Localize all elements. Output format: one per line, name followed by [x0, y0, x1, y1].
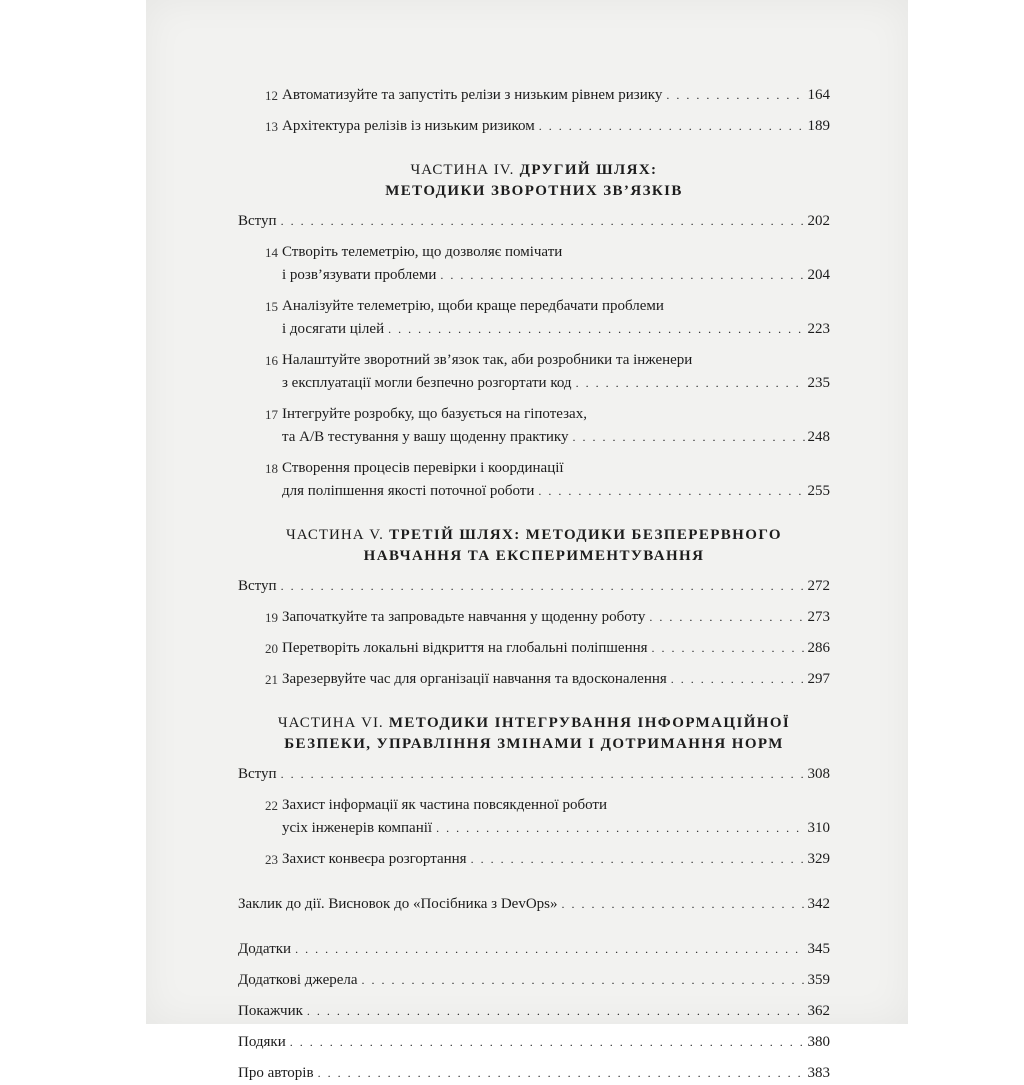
page-number: 223: [807, 321, 830, 337]
leader-dots: [362, 969, 806, 992]
back-matter-title: Додатки: [238, 941, 292, 957]
chapter-title-line: для поліпшення якості поточної роботи: [282, 483, 535, 499]
leader-dots: [440, 264, 805, 287]
part-label: ЧАСТИНА V.: [286, 527, 384, 543]
leader-dots: [295, 938, 805, 961]
page-number: 235: [807, 375, 830, 391]
toc-entry-14[interactable]: [238, 241, 830, 287]
chapter-title: Автоматизуйте та запустіть релізи з низьким рівнем ризику: [282, 87, 663, 103]
page-number: 248: [807, 429, 830, 445]
page-number: 164: [807, 87, 830, 103]
page-number: 380: [807, 1034, 830, 1050]
leader-dots: [290, 1031, 806, 1054]
chapter-title-line: усіх інженерів компанії: [282, 820, 433, 836]
toc-entry-about-authors[interactable]: [238, 1062, 830, 1085]
toc-entry-22[interactable]: [238, 794, 830, 840]
page-number: 189: [807, 118, 830, 134]
intro-title: Вступ: [238, 578, 277, 594]
toc-entry-19[interactable]: [238, 606, 830, 629]
part-6-heading: [238, 713, 830, 755]
part-5-heading: [238, 525, 830, 567]
chapter-title-line: і досягати цілей: [282, 321, 385, 337]
chapter-title: Започаткуйте та запровадьте навчання у щоденну роботу: [282, 609, 646, 625]
chapter-number: 21: [265, 672, 278, 687]
conclusion-title: Заклик до дії. Висновок до «Посібника з DevOps»: [238, 896, 558, 912]
toc-entry-part-6-intro[interactable]: [238, 763, 830, 786]
back-matter-title: Про авторів: [238, 1065, 314, 1081]
leader-dots: [388, 318, 805, 341]
part-title-line-2: БЕЗПЕКИ, УПРАВЛІННЯ ЗМІНАМИ І ДОТРИМАННЯ НОРМ: [284, 736, 784, 752]
page-number: 286: [807, 640, 830, 656]
back-matter-title: Подяки: [238, 1034, 286, 1050]
chapter-number: 13: [265, 119, 278, 134]
toc-entry-additional-sources[interactable]: [238, 969, 830, 992]
leader-dots: [281, 763, 806, 786]
chapter-title-line: Створення процесів перевірки і координації: [282, 460, 564, 476]
chapter-title-line: Інтегруйте розробку, що базується на гіпотезах,: [282, 406, 587, 422]
toc-entry-23[interactable]: [238, 848, 830, 871]
chapter-number: 14: [265, 245, 278, 260]
page-number: 202: [807, 213, 830, 229]
chapter-number: 12: [265, 88, 278, 103]
page-number: 329: [807, 851, 830, 867]
intro-title: Вступ: [238, 766, 277, 782]
leader-dots: [539, 115, 806, 138]
page-number: 345: [807, 941, 830, 957]
page-number: 273: [807, 609, 830, 625]
page-number: 297: [807, 671, 830, 687]
toc-entry-conclusion[interactable]: [238, 893, 830, 916]
toc-entry-appendices[interactable]: [238, 938, 830, 961]
page-number: 204: [807, 267, 830, 283]
leader-dots: [281, 210, 806, 233]
leader-dots: [576, 372, 806, 395]
chapter-number: 22: [265, 798, 278, 813]
page-number: 359: [807, 972, 830, 988]
leader-dots: [538, 480, 805, 503]
leader-dots: [671, 668, 806, 691]
part-4-heading: [238, 160, 830, 202]
part-title-line-1: ТРЕТІЙ ШЛЯХ: МЕТОДИКИ БЕЗПЕРЕРВНОГО: [389, 527, 782, 543]
page-number: 272: [807, 578, 830, 594]
toc-entry-15[interactable]: [238, 295, 830, 341]
page-number: 255: [807, 483, 830, 499]
chapter-number: 18: [265, 461, 278, 476]
page-number: 342: [807, 896, 830, 912]
toc-entry-16[interactable]: [238, 349, 830, 395]
leader-dots: [471, 848, 806, 871]
part-label: ЧАСТИНА IV.: [410, 162, 515, 178]
back-matter-title: Додаткові джерела: [238, 972, 358, 988]
chapter-number: 20: [265, 641, 278, 656]
chapter-number: 16: [265, 353, 278, 368]
part-title-line-2: НАВЧАННЯ ТА ЕКСПЕРИМЕНТУВАННЯ: [363, 548, 705, 564]
toc-entry-18[interactable]: [238, 457, 830, 503]
page-number: 308: [807, 766, 830, 782]
toc-entry-index[interactable]: [238, 1000, 830, 1023]
leader-dots: [281, 575, 806, 598]
chapter-title: Архітектура релізів із низьким ризиком: [282, 118, 535, 134]
chapter-title-line: і розв’язувати проблеми: [282, 267, 437, 283]
toc-entry-20[interactable]: [238, 637, 830, 660]
chapter-number: 17: [265, 407, 278, 422]
intro-title: Вступ: [238, 213, 277, 229]
leader-dots: [562, 893, 806, 916]
page-number: 310: [807, 820, 830, 836]
leader-dots: [652, 637, 806, 660]
toc-entry-13[interactable]: [238, 115, 830, 138]
chapter-number: 15: [265, 299, 278, 314]
toc-entry-part-4-intro[interactable]: [238, 210, 830, 233]
chapter-title-line: Захист інформації як частина повсякденної роботи: [282, 797, 607, 813]
chapter-title: Зарезервуйте час для організації навчання та вдосконалення: [282, 671, 667, 687]
page-number: 362: [807, 1003, 830, 1019]
chapter-title-line: Аналізуйте телеметрію, щоби краще передбачати проблеми: [282, 298, 664, 314]
chapter-title-line: з експлуатації могли безпечно розгортати код: [282, 375, 572, 391]
part-title-line-1: МЕТОДИКИ ІНТЕГРУВАННЯ ІНФОРМАЦІЙНОЇ: [388, 715, 791, 731]
chapter-number: 23: [265, 852, 278, 867]
table-of-contents: [238, 84, 830, 1085]
leader-dots: [307, 1000, 806, 1023]
chapter-title: Перетворіть локальні відкриття на глобальні поліпшення: [282, 640, 648, 656]
chapter-title-line: Налаштуйте зворотний зв’язок так, аби розробники та інженери: [282, 352, 693, 368]
chapter-title-line: Створіть телеметрію, що дозволяє помічати: [282, 244, 563, 260]
toc-entry-12[interactable]: [238, 84, 830, 107]
chapter-number: 19: [265, 610, 278, 625]
toc-entry-21[interactable]: [238, 668, 830, 691]
part-title-line-1: ДРУГИЙ ШЛЯХ:: [519, 162, 658, 178]
toc-entry-17[interactable]: [238, 403, 830, 449]
part-title-line-2: МЕТОДИКИ ЗВОРОТНИХ ЗВ’ЯЗКІВ: [385, 183, 683, 199]
leader-dots: [666, 84, 805, 107]
toc-entry-part-5-intro[interactable]: [238, 575, 830, 598]
toc-entry-acknowledgements[interactable]: [238, 1031, 830, 1054]
leader-dots: [436, 817, 805, 840]
part-label: ЧАСТИНА VI.: [277, 715, 384, 731]
chapter-title: Захист конвеєра розгортання: [282, 851, 467, 867]
leader-dots: [573, 426, 806, 449]
leader-dots: [649, 606, 805, 629]
leader-dots: [318, 1062, 806, 1085]
back-matter-title: Покажчик: [238, 1003, 303, 1019]
chapter-title-line: та A/B тестування у вашу щоденну практику: [282, 429, 569, 445]
page-number: 383: [807, 1065, 830, 1081]
